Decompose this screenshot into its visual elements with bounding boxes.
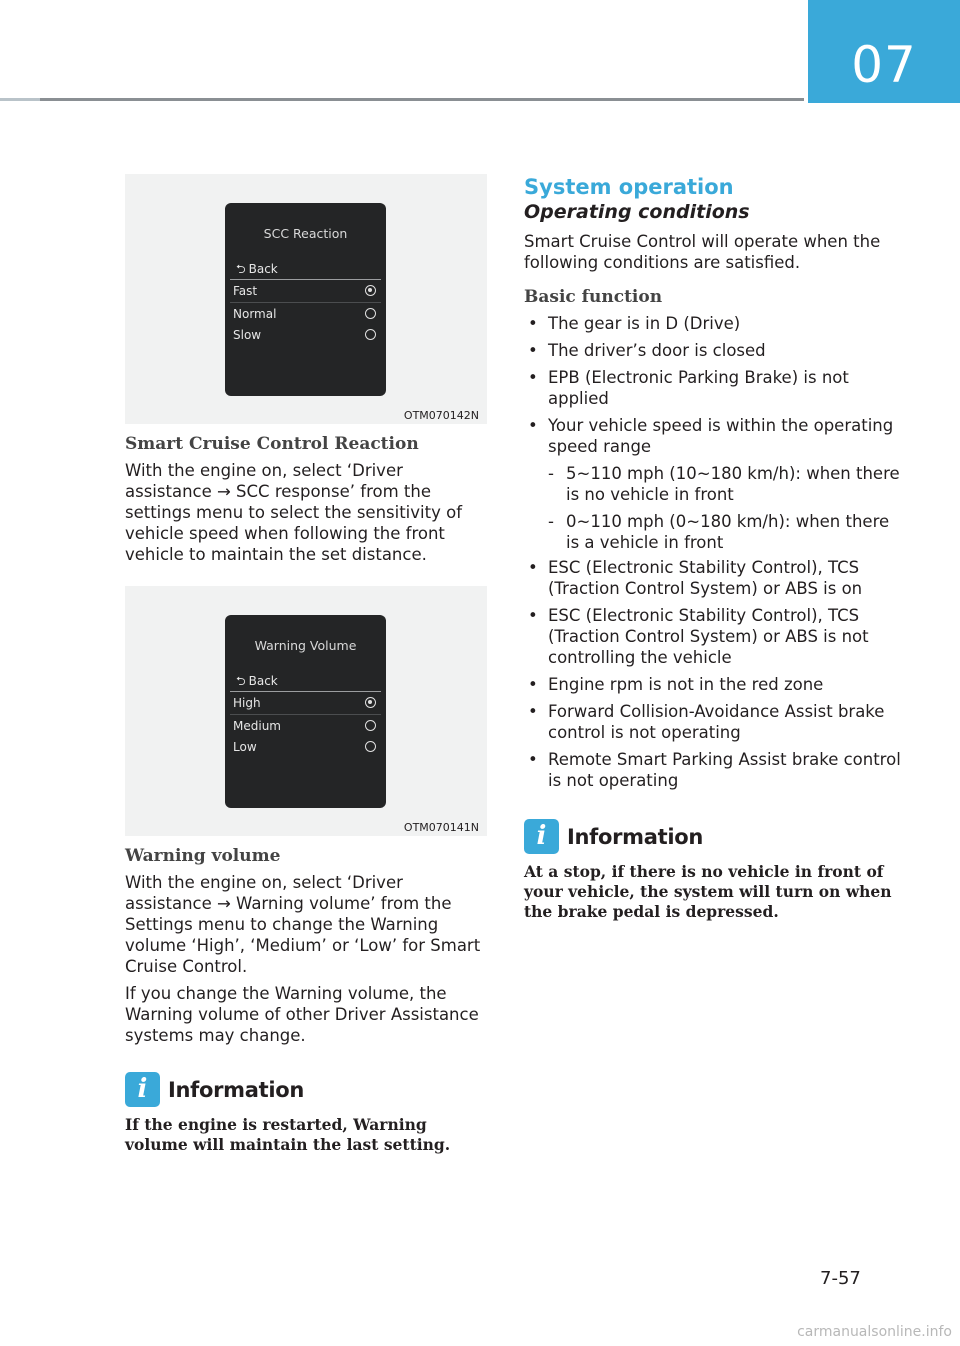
figure-scc-reaction <box>125 174 487 424</box>
info-text: At a stop, if there is no vehicle in front of your vehicle, the system will turn on when the brake pedal is depressed. <box>524 862 892 921</box>
right-column <box>524 174 904 922</box>
list-item: - 5~110 mph (10~180 km/h): when there is no vehicle in front <box>548 463 904 505</box>
radio-empty-icon <box>365 308 376 319</box>
warning-volume-note: If you change the Warning volume, the Warning volume of other Driver Assistance systems may change. <box>125 984 479 1045</box>
radio-selected-icon <box>365 285 376 296</box>
back-label: Back <box>248 674 278 688</box>
option-label: High <box>233 696 261 710</box>
left-column <box>125 174 487 1155</box>
info-header <box>524 819 904 854</box>
list-item: • ESC (Electronic Stability Control), TCS (Traction Control System) or ABS is on <box>524 557 904 599</box>
chapter-number: 07 <box>851 36 917 94</box>
info-icon: i <box>125 1072 160 1107</box>
watermark: carmanualsonline.info <box>797 1324 952 1340</box>
option-row <box>230 324 381 347</box>
list-item: • ESC (Electronic Stability Control), TCS (Traction Control System) or ABS is not controlling the vehicle <box>524 605 904 668</box>
list-item <box>524 415 904 553</box>
radio-empty-icon <box>365 741 376 752</box>
header-rule-accent <box>0 98 40 101</box>
option-row <box>230 279 381 302</box>
info-label: Information <box>168 1077 305 1102</box>
info-header <box>125 1072 487 1107</box>
back-item <box>236 260 278 281</box>
option-label: Fast <box>233 284 258 298</box>
info-label: Information <box>567 824 704 849</box>
cluster-screen <box>225 615 386 808</box>
cluster-screen <box>225 203 386 396</box>
scc-reaction-heading: Smart Cruise Control Reaction <box>125 434 419 454</box>
back-label: Back <box>248 262 278 276</box>
header-rule <box>0 98 804 101</box>
chapter-tab <box>808 0 960 103</box>
back-arrow-icon: ⮌ <box>236 674 246 688</box>
option-label: Normal <box>233 306 277 321</box>
option-label: Low <box>233 740 257 754</box>
list-item: • The driver’s door is closed <box>524 340 904 361</box>
sub-title: Operating conditions <box>524 201 750 223</box>
radio-empty-icon <box>365 329 376 340</box>
option-row <box>230 714 381 737</box>
figure-code: OTM070141N <box>403 821 479 834</box>
back-item <box>236 672 278 693</box>
list-item: • The gear is in D (Drive) <box>524 313 904 334</box>
page-number: 7-57 <box>820 1268 861 1289</box>
speed-range-list <box>548 463 904 553</box>
basic-function-heading: Basic function <box>524 287 663 307</box>
figure-warning-volume <box>125 586 487 836</box>
list-item: - 0~110 mph (0~180 km/h): when there is a vehicle in front <box>548 511 904 553</box>
warning-volume-heading: Warning volume <box>125 846 281 866</box>
option-row <box>230 302 381 325</box>
option-list <box>225 691 386 759</box>
info-box <box>125 1072 487 1155</box>
radio-selected-icon <box>365 697 376 708</box>
radio-empty-icon <box>365 720 376 731</box>
info-text: If the engine is restarted, Warning volume will maintain the last setting. <box>125 1115 451 1154</box>
warning-volume-body: With the engine on, select ‘Driver assistance → Warning volume’ from the Settings menu to change the Warning volume ‘High’, ‘Medium’ or ‘Low’ for Smart Cruise Control. <box>125 873 481 976</box>
option-row <box>230 691 381 714</box>
scc-reaction-body: With the engine on, select ‘Driver assistance → SCC response’ from the settings menu to select the sensitivity of vehicle speed when following the front vehicle to maintain the set distance. <box>125 461 463 564</box>
screen-title: Warning Volume <box>254 638 357 653</box>
list-item: • Engine rpm is not in the red zone <box>524 674 904 695</box>
condition-list <box>524 313 904 791</box>
figure-code: OTM070142N <box>403 409 479 422</box>
screen-title: SCC Reaction <box>263 226 348 241</box>
intro-text: Smart Cruise Control will operate when the following conditions are satisfied. <box>524 232 881 272</box>
list-item: • EPB (Electronic Parking Brake) is not applied <box>524 367 904 409</box>
option-label: Medium <box>233 718 281 733</box>
option-label: Slow <box>233 328 262 342</box>
option-list <box>225 279 386 347</box>
info-icon: i <box>524 819 559 854</box>
option-row <box>230 736 381 759</box>
back-arrow-icon: ⮌ <box>236 262 246 276</box>
list-item-text: Your vehicle speed is within the operating speed range <box>548 416 894 456</box>
list-item: • Forward Collision-Avoidance Assist brake control is not operating <box>524 701 904 743</box>
section-title: System operation <box>524 175 734 199</box>
list-item: • Remote Smart Parking Assist brake control is not operating <box>524 749 904 791</box>
info-box <box>524 819 904 922</box>
